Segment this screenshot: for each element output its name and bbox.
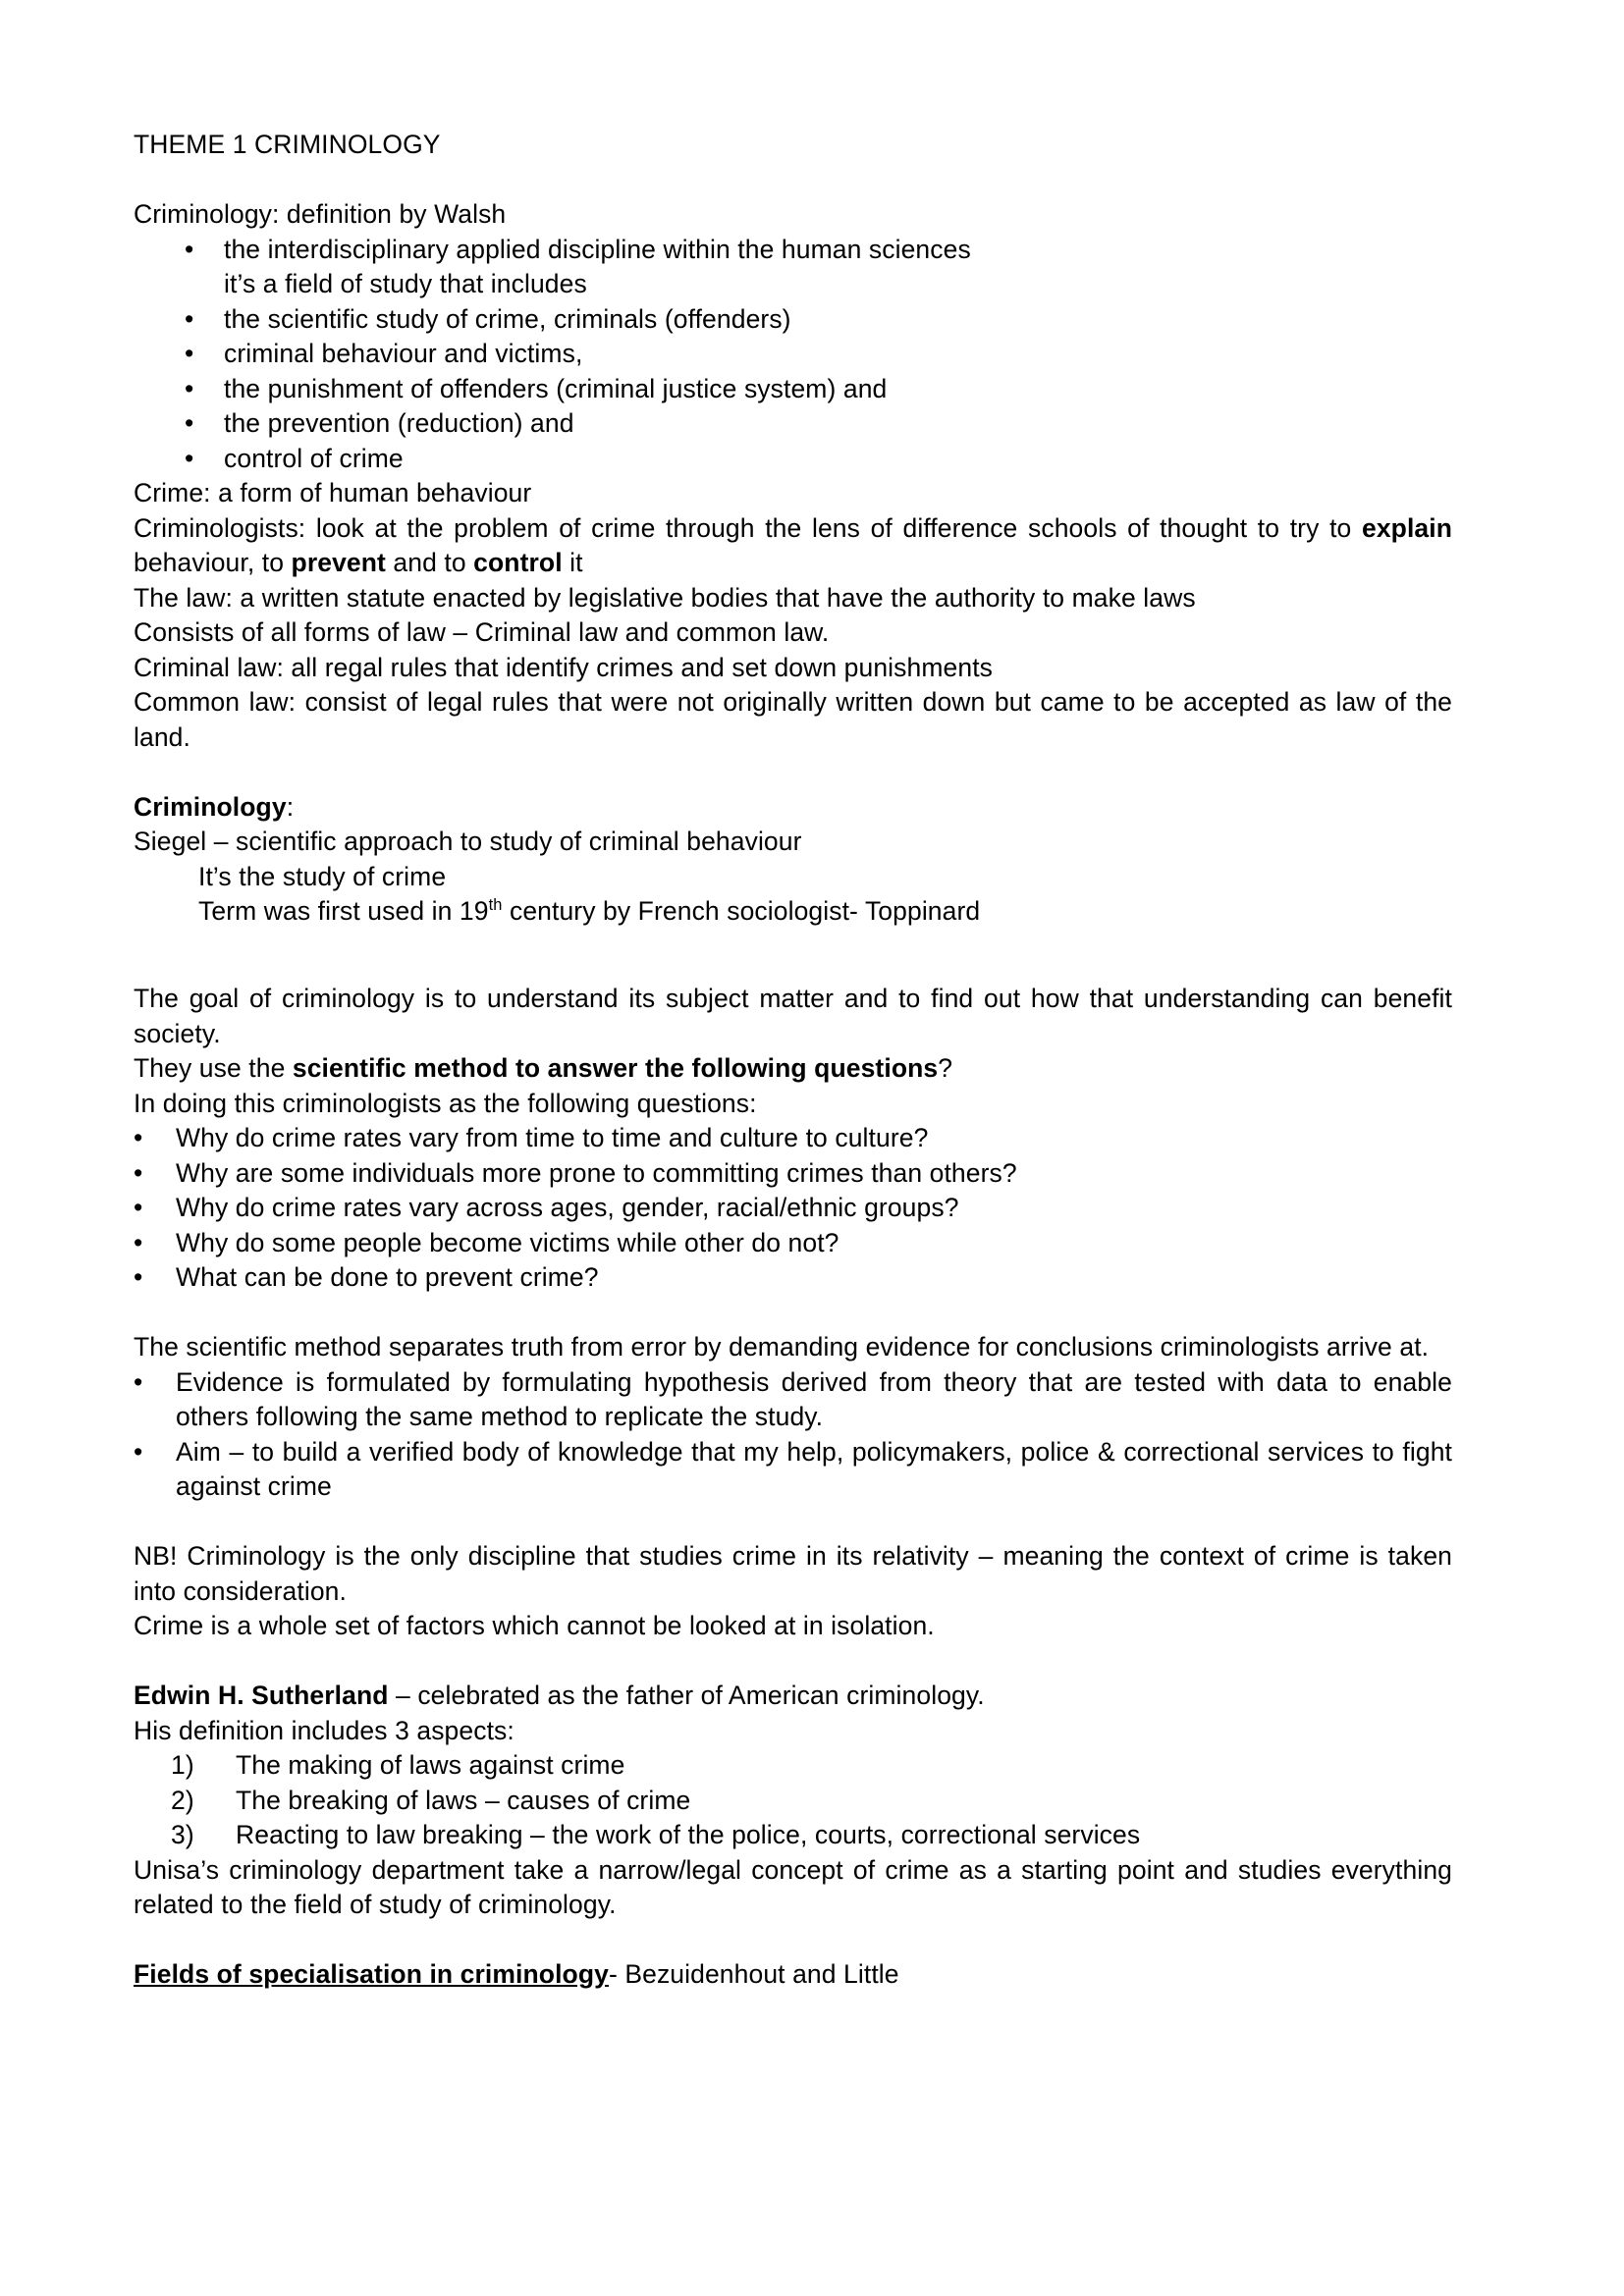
spacer bbox=[134, 1505, 1452, 1540]
siegel-sub-2 bbox=[134, 894, 1452, 930]
bullet-icon: • bbox=[185, 303, 194, 334]
siegel-sub-2-post: century by French sociologist- Toppinard bbox=[502, 896, 981, 926]
bullet-icon: • bbox=[185, 234, 194, 264]
list-item-label: Evidence is formulated by formulating hypothesis derived from theory that are tested with data to enable others following the same method to replicate the study. bbox=[176, 1366, 1452, 1431]
they-use-pre: They use the bbox=[134, 1053, 293, 1083]
unisa-paragraph: Unisa’s criminology department take a narrow/legal concept of crime as a starting point and studies everything related to the field of study of criminology. bbox=[134, 1854, 1452, 1919]
criminologists-text-4: it bbox=[562, 548, 583, 577]
list-item-label: The breaking of laws – causes of crime bbox=[236, 1785, 691, 1815]
bullet-icon: • bbox=[185, 408, 194, 438]
list-item-number: 3) bbox=[171, 1820, 194, 1849]
list-item bbox=[134, 442, 1452, 477]
list-item-label: Aim – to build a verified body of knowledge that my help, policymakers, police & correctional services to fight against crime bbox=[176, 1436, 1452, 1501]
list-item-number: 1) bbox=[171, 1750, 194, 1780]
criminology-heading-colon: : bbox=[286, 791, 295, 822]
sutherland-line bbox=[134, 1679, 1452, 1714]
bullet-icon: • bbox=[134, 1123, 143, 1152]
spacer bbox=[134, 930, 1452, 965]
spacer bbox=[134, 1644, 1452, 1680]
list-item bbox=[134, 233, 1452, 268]
list-item-label: The making of laws against crime bbox=[236, 1750, 625, 1780]
sutherland-numbered-list bbox=[134, 1748, 1452, 1853]
criminologists-bold-prevent: prevent bbox=[291, 548, 386, 577]
crime-definition: Crime: a form of human behaviour bbox=[134, 478, 532, 507]
criminology-section-heading bbox=[134, 790, 1452, 826]
list-item-label: control of crime bbox=[224, 443, 404, 473]
list-item bbox=[134, 302, 1452, 338]
bullet-icon: • bbox=[185, 443, 194, 473]
page-title: THEME 1 CRIMINOLOGY bbox=[134, 130, 441, 159]
bullet-icon: • bbox=[134, 1366, 143, 1397]
bullet-icon: • bbox=[134, 1436, 143, 1467]
questions-list bbox=[134, 1121, 1452, 1296]
bullet-icon: • bbox=[134, 1227, 143, 1257]
list-item-label: the prevention (reduction) and bbox=[224, 408, 574, 438]
spacer bbox=[134, 163, 1452, 198]
list-item bbox=[134, 1818, 1452, 1853]
list-item-continuation bbox=[134, 267, 1452, 302]
siegel-sub-2-pre: Term was first used in 19 bbox=[198, 896, 489, 926]
bullet-icon: • bbox=[185, 339, 194, 368]
spacer bbox=[134, 1923, 1452, 1958]
list-item bbox=[134, 337, 1452, 372]
list-item bbox=[134, 406, 1452, 442]
list-item-number: 2) bbox=[171, 1785, 194, 1815]
sutherland-name-rest: – celebrated as the father of American criminology. bbox=[388, 1681, 985, 1710]
crime-isolation-line: Crime is a whole set of factors which cannot be looked at in isolation. bbox=[134, 1611, 935, 1640]
bullet-icon: • bbox=[134, 1157, 143, 1188]
list-item-label: Reacting to law breaking – the work of the police, courts, correctional services bbox=[236, 1820, 1141, 1849]
list-item-label: Why are some individuals more prone to committing crimes than others? bbox=[176, 1157, 1017, 1188]
list-item-label: What can be done to prevent crime? bbox=[176, 1262, 599, 1292]
they-use-post: ? bbox=[938, 1053, 953, 1083]
criminologists-text-3: and to bbox=[385, 548, 474, 577]
list-item bbox=[134, 372, 1452, 407]
his-definition-line: His definition includes 3 aspects: bbox=[134, 1715, 514, 1745]
in-doing-line: In doing this criminologists as the following questions: bbox=[134, 1088, 757, 1118]
list-item bbox=[134, 1121, 1452, 1156]
fields-heading-underlined: Fields of specialisation in criminology bbox=[134, 1959, 609, 1989]
walsh-heading: Criminology: definition by Walsh bbox=[134, 199, 507, 229]
fields-heading-rest: - Bezuidenhout and Little bbox=[608, 1959, 899, 1989]
list-item bbox=[134, 1784, 1452, 1819]
list-item bbox=[134, 1748, 1452, 1784]
criminologists-bold-control: control bbox=[473, 548, 563, 577]
bullet-icon: • bbox=[134, 1193, 143, 1222]
siegel-line: Siegel – scientific approach to study of criminal behaviour bbox=[134, 827, 802, 856]
nb-paragraph: NB! Criminology is the only discipline that studies crime in its relativity – meaning the context of crime is taken into consideration. bbox=[134, 1541, 1452, 1606]
criminologists-definition bbox=[134, 511, 1452, 581]
siegel-sub-1: It’s the study of crime bbox=[198, 861, 447, 891]
criminal-law-definition: Criminal law: all regal rules that identify crimes and set down punishments bbox=[134, 652, 994, 682]
list-item bbox=[134, 1260, 1452, 1296]
walsh-bullet-list bbox=[134, 233, 1452, 477]
list-item bbox=[134, 1435, 1452, 1505]
document-body bbox=[134, 128, 1452, 1993]
list-item-label: Why do crime rates vary across ages, gender, racial/ethnic groups? bbox=[176, 1193, 959, 1222]
scientific-method-bold: scientific method to answer the following questions bbox=[292, 1053, 939, 1083]
sutherland-name-bold: Edwin H. Sutherland bbox=[134, 1681, 389, 1710]
list-item-label: Why do crime rates vary from time to time and culture to culture? bbox=[176, 1123, 929, 1152]
list-item bbox=[134, 1226, 1452, 1261]
goal-paragraph: The goal of criminology is to understand its subject matter and to find out how that understanding can benefit society. bbox=[134, 984, 1452, 1048]
list-item bbox=[134, 1191, 1452, 1226]
common-law-definition: Common law: consist of legal rules that were not originally written down but came to be accepted as law of the land. bbox=[134, 687, 1452, 752]
scientific-method-list bbox=[134, 1365, 1452, 1505]
fields-of-specialisation-heading bbox=[134, 1957, 1452, 1993]
list-item bbox=[134, 1156, 1452, 1192]
bullet-icon: • bbox=[134, 1262, 143, 1292]
criminologists-bold-explain: explain bbox=[1361, 512, 1452, 543]
list-item-label: it’s a field of study that includes bbox=[224, 269, 587, 298]
criminologists-text-2: behaviour, to bbox=[134, 548, 292, 577]
bullet-icon: • bbox=[185, 373, 194, 403]
list-item bbox=[134, 1365, 1452, 1435]
spacer bbox=[134, 964, 1452, 982]
criminologists-text-1: Criminologists: look at the problem of crime through the lens of difference schools of thought to try to bbox=[134, 512, 1362, 543]
list-item-label: criminal behaviour and victims, bbox=[224, 339, 583, 368]
spacer bbox=[134, 755, 1452, 790]
they-use-line bbox=[134, 1051, 1452, 1087]
consists-of-law: Consists of all forms of law – Criminal law and common law. bbox=[134, 617, 830, 647]
list-item-label: the interdisciplinary applied discipline within the human sciences bbox=[224, 234, 971, 264]
list-item-label: the scientific study of crime, criminals (offenders) bbox=[224, 303, 791, 334]
the-law-definition: The law: a written statute enacted by legislative bodies that have the authority to make laws bbox=[134, 582, 1196, 613]
list-item-label: Why do some people become victims while other do not? bbox=[176, 1227, 839, 1257]
criminology-heading-bold: Criminology bbox=[134, 791, 287, 822]
scientific-method-paragraph: The scientific method separates truth from error by demanding evidence for conclusions criminologists arrive at. bbox=[134, 1332, 1430, 1362]
spacer bbox=[134, 1296, 1452, 1331]
ordinal-suffix: th bbox=[488, 896, 503, 915]
list-item-label: the punishment of offenders (criminal justice system) and bbox=[224, 373, 888, 403]
